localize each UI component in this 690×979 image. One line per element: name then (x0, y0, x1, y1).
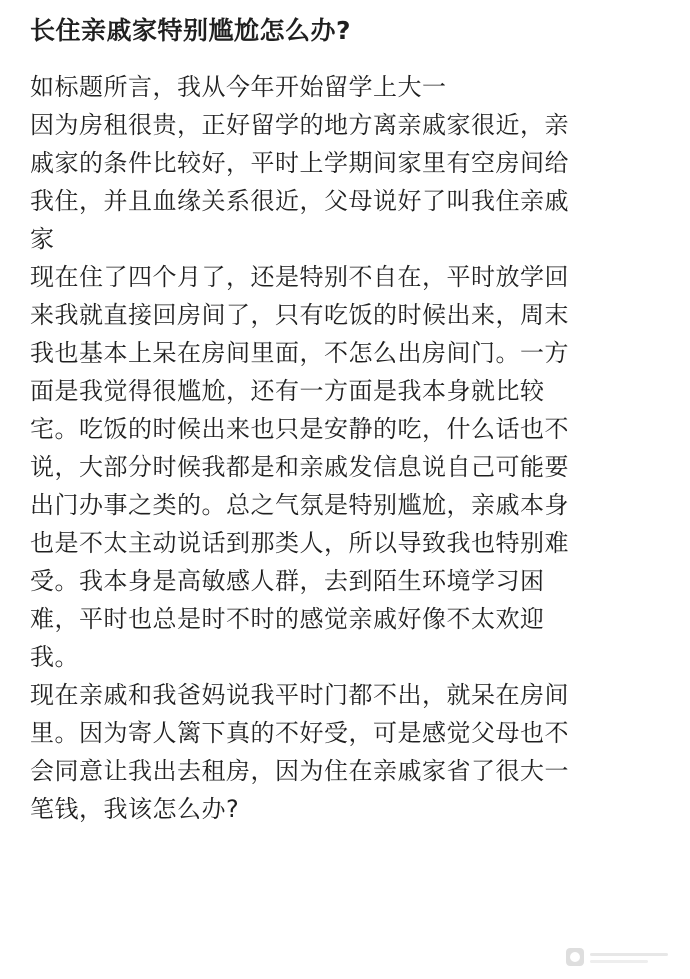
post-line: 里。因为寄人篱下真的不好受，可是感觉父母也不 (30, 719, 569, 747)
post-line: 笔钱，我该怎么办? (30, 795, 240, 823)
post-line: 现在亲戚和我爸妈说我平时门都不出，就呆在房间 (30, 681, 569, 709)
post-line: 来我就直接回房间了，只有吃饭的时候出来，周末 (30, 301, 569, 329)
post-line: 出门办事之类的。总之气氛是特别尴尬，亲戚本身 (30, 491, 569, 519)
post-line: 戚家的条件比较好，平时上学期间家里有空房间给 (30, 149, 569, 177)
post-line: 也是不太主动说话到那类人，所以导致我也特别难 (30, 529, 569, 557)
post-line: 受。我本身是高敏感人群，去到陌生环境学习困 (30, 567, 545, 595)
post-line: 我也基本上呆在房间里面，不怎么出房间门。一方 (30, 339, 569, 367)
post-line: 宅。吃饭的时候出来也只是安静的吃，什么话也不 (30, 415, 569, 443)
post-line: 会同意让我出去租房，因为住在亲戚家省了很大一 (30, 757, 569, 785)
post-line: 现在住了四个月了，还是特别不自在，平时放学回 (30, 263, 569, 291)
post-line: 面是我觉得很尴尬，还有一方面是我本身就比较 (30, 377, 545, 405)
post-line: 如标题所言，我从今年开始留学上大一 (30, 73, 447, 101)
post-line: 难，平时也总是时不时的感觉亲戚好像不太欢迎 (30, 605, 545, 633)
post-line: 说，大部分时候我都是和亲戚发信息说自己可能要 (30, 453, 569, 481)
post-line: 我。 (30, 643, 79, 671)
post-line: 家 (30, 225, 55, 253)
watermark-logo (566, 945, 676, 971)
post-line: 因为房租很贵，正好留学的地方离亲戚家很近，亲 (30, 111, 569, 139)
post-line: 我住，并且血缘关系很近，父母说好了叫我住亲戚 (30, 187, 569, 215)
post-title: 长住亲戚家特别尴尬怎么办? (30, 16, 352, 45)
post-body (30, 68, 668, 828)
